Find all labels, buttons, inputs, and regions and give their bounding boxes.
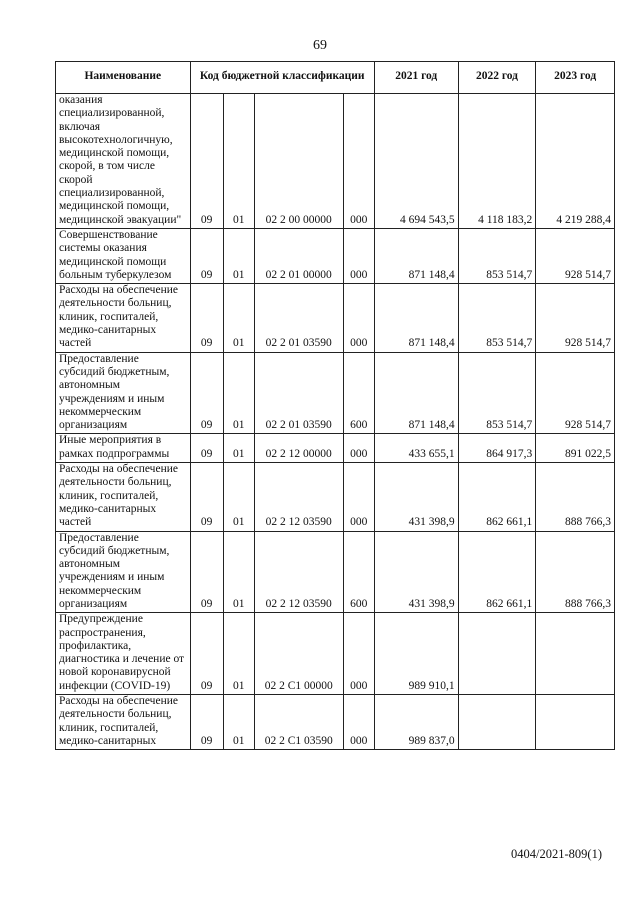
cell-target-article: 02 2 00 00000 bbox=[254, 94, 343, 229]
header-name: Наименование bbox=[56, 62, 191, 94]
cell-2022 bbox=[458, 695, 536, 750]
table-row bbox=[56, 695, 615, 750]
cell-2023: 888 766,3 bbox=[536, 531, 615, 613]
cell-target-article: 02 2 12 03590 bbox=[254, 531, 343, 613]
cell-2023: 4 219 288,4 bbox=[536, 94, 615, 229]
cell-expense-type: 000 bbox=[343, 695, 374, 750]
budget-table bbox=[55, 61, 615, 750]
table-row bbox=[56, 284, 615, 352]
cell-subsection: 01 bbox=[223, 284, 254, 352]
cell-section: 09 bbox=[190, 531, 223, 613]
cell-expense-type: 000 bbox=[343, 613, 374, 695]
header-code: Код бюджетной классификации bbox=[190, 62, 374, 94]
cell-2022: 864 917,3 bbox=[458, 434, 536, 463]
cell-2021: 4 694 543,5 bbox=[374, 94, 458, 229]
cell-expense-type: 000 bbox=[343, 434, 374, 463]
cell-expense-type: 000 bbox=[343, 228, 374, 283]
header-row bbox=[56, 62, 615, 94]
cell-name: Совершенствование системы оказания медицинской помощи больным туберкулезом bbox=[56, 228, 191, 283]
cell-subsection: 01 bbox=[223, 352, 254, 434]
cell-2023: 888 766,3 bbox=[536, 463, 615, 531]
cell-2021: 431 398,9 bbox=[374, 463, 458, 531]
cell-section: 09 bbox=[190, 352, 223, 434]
cell-2022 bbox=[458, 613, 536, 695]
cell-section: 09 bbox=[190, 434, 223, 463]
header-2023: 2023 год bbox=[536, 62, 615, 94]
cell-subsection: 01 bbox=[223, 531, 254, 613]
cell-2021: 989 837,0 bbox=[374, 695, 458, 750]
cell-2021: 871 148,4 bbox=[374, 284, 458, 352]
cell-subsection: 01 bbox=[223, 94, 254, 229]
cell-2021: 433 655,1 bbox=[374, 434, 458, 463]
cell-expense-type: 600 bbox=[343, 352, 374, 434]
cell-2021: 871 148,4 bbox=[374, 352, 458, 434]
table-row bbox=[56, 531, 615, 613]
cell-subsection: 01 bbox=[223, 463, 254, 531]
cell-2023: 928 514,7 bbox=[536, 352, 615, 434]
cell-name: Предоставление субсидий бюджетным, автономным учреждениям и иным некоммерческим организациям bbox=[56, 352, 191, 434]
cell-name: Иные мероприятия в рамках подпрограммы bbox=[56, 434, 191, 463]
cell-2022: 853 514,7 bbox=[458, 228, 536, 283]
cell-expense-type: 600 bbox=[343, 531, 374, 613]
cell-2022: 853 514,7 bbox=[458, 352, 536, 434]
cell-2023: 928 514,7 bbox=[536, 284, 615, 352]
cell-target-article: 02 2 C1 00000 bbox=[254, 613, 343, 695]
cell-target-article: 02 2 12 00000 bbox=[254, 434, 343, 463]
cell-name: оказания специализированной, включая высокотехнологичную, медицинской помощи, скорой, в том числе скорой специализированной, медицинской помощи, медицинской эвакуации" bbox=[56, 94, 191, 229]
document-code: 0404/2021-809(1) bbox=[511, 847, 602, 861]
cell-2021: 989 910,1 bbox=[374, 613, 458, 695]
cell-2022: 4 118 183,2 bbox=[458, 94, 536, 229]
cell-section: 09 bbox=[190, 284, 223, 352]
cell-2022: 853 514,7 bbox=[458, 284, 536, 352]
cell-name: Предоставление субсидий бюджетным, автономным учреждениям и иным некоммерческим организациям bbox=[56, 531, 191, 613]
cell-name: Предупреждение распространения, профилактика, диагностика и лечение от новой коронавирусной инфекции (COVID-19) bbox=[56, 613, 191, 695]
header-2021: 2021 год bbox=[374, 62, 458, 94]
cell-section: 09 bbox=[190, 463, 223, 531]
cell-section: 09 bbox=[190, 613, 223, 695]
header-2022: 2022 год bbox=[458, 62, 536, 94]
table-row bbox=[56, 94, 615, 229]
cell-name: Расходы на обеспечение деятельности больниц, клиник, госпиталей, медико-санитарных частей bbox=[56, 463, 191, 531]
cell-target-article: 02 2 01 03590 bbox=[254, 284, 343, 352]
cell-2023 bbox=[536, 695, 615, 750]
cell-2022: 862 661,1 bbox=[458, 463, 536, 531]
cell-target-article: 02 2 01 00000 bbox=[254, 228, 343, 283]
cell-target-article: 02 2 C1 03590 bbox=[254, 695, 343, 750]
cell-2023: 928 514,7 bbox=[536, 228, 615, 283]
cell-section: 09 bbox=[190, 228, 223, 283]
cell-target-article: 02 2 12 03590 bbox=[254, 463, 343, 531]
table-row bbox=[56, 352, 615, 434]
table-row bbox=[56, 463, 615, 531]
cell-target-article: 02 2 01 03590 bbox=[254, 352, 343, 434]
cell-name: Расходы на обеспечение деятельности больниц, клиник, госпиталей, медико-санитарных bbox=[56, 695, 191, 750]
cell-section: 09 bbox=[190, 94, 223, 229]
cell-2021: 871 148,4 bbox=[374, 228, 458, 283]
cell-section: 09 bbox=[190, 695, 223, 750]
cell-expense-type: 000 bbox=[343, 94, 374, 229]
table-body bbox=[56, 94, 615, 750]
cell-subsection: 01 bbox=[223, 228, 254, 283]
page-number: 69 bbox=[313, 38, 327, 53]
cell-2023 bbox=[536, 613, 615, 695]
cell-2022: 862 661,1 bbox=[458, 531, 536, 613]
table-row bbox=[56, 613, 615, 695]
cell-expense-type: 000 bbox=[343, 463, 374, 531]
cell-2021: 431 398,9 bbox=[374, 531, 458, 613]
cell-name: Расходы на обеспечение деятельности больниц, клиник, госпиталей, медико-санитарных частей bbox=[56, 284, 191, 352]
cell-subsection: 01 bbox=[223, 434, 254, 463]
table-row bbox=[56, 434, 615, 463]
cell-expense-type: 000 bbox=[343, 284, 374, 352]
cell-subsection: 01 bbox=[223, 695, 254, 750]
cell-2023: 891 022,5 bbox=[536, 434, 615, 463]
cell-subsection: 01 bbox=[223, 613, 254, 695]
table-row bbox=[56, 228, 615, 283]
